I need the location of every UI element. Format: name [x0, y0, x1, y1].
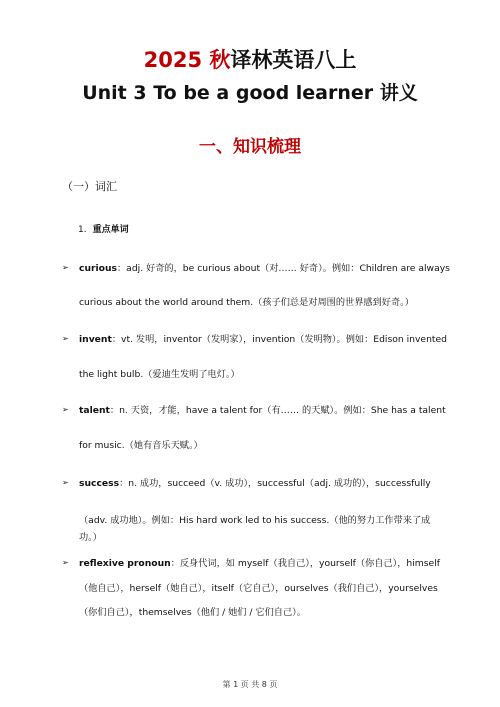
- bullet-arrow-icon: ➢: [62, 405, 69, 414]
- vocab-line: （你们自己），themselves（他们 / 她们 / 它们自己）。: [79, 607, 306, 618]
- vocab-keyword: success: [79, 478, 120, 489]
- vocab-keyword: reflexive pronoun: [79, 558, 171, 569]
- vocab-line: [79, 263, 450, 275]
- vocab-line: [79, 405, 446, 417]
- vocab-line: [79, 478, 431, 490]
- vocab-line: the light bulb.（爱迪生发明了电灯。）: [79, 369, 240, 380]
- vocab-line: [79, 334, 447, 346]
- heading-label: 重点单词: [92, 225, 129, 235]
- numbered-heading: [78, 222, 129, 235]
- vocab-definition: ：vt. 发明，inventor（发明家），invention（发明物）。例如：Edison invented: [111, 334, 447, 345]
- subsection-heading: （一）词汇: [62, 180, 117, 193]
- vocab-definition: ：反身代词，如 myself（我自己），yourself（你自己），himself: [170, 558, 440, 569]
- vocab-line: curious about the world around them.（孩子们总是对周围的世界感到好奇。）: [79, 297, 414, 308]
- title-text: 译林英语八上: [230, 48, 357, 72]
- heading-number: 1.: [78, 225, 87, 235]
- vocab-line: for music.（她有音乐天赋。）: [79, 440, 203, 451]
- bullet-arrow-icon: ➢: [62, 478, 69, 487]
- bullet-arrow-icon: ➢: [62, 334, 69, 343]
- bullet-arrow-icon: ➢: [62, 558, 69, 567]
- vocab-keyword: invent: [79, 334, 112, 345]
- document-subtitle: Unit 3 To be a good learner 讲义: [82, 82, 418, 104]
- vocab-definition: ：n. 成功，succeed（v. 成功），successful（adj. 成功的），successfully: [119, 478, 431, 489]
- document-title: [0, 44, 500, 74]
- vocab-keyword: curious: [79, 263, 117, 274]
- vocab-line: [79, 558, 440, 570]
- bullet-arrow-icon: ➢: [62, 263, 69, 272]
- title-year: 2025 秋: [143, 48, 231, 72]
- vocab-line: 功。）: [79, 532, 102, 543]
- vocab-line: （adv. 成功地）。例如：His hard work led to his success.（他的努力工作带来了成: [79, 515, 431, 526]
- section-title: 一、知识梳理: [199, 137, 301, 157]
- vocab-definition: ：adj. 好奇的，be curious about（对…… 好奇）。例如：Children are always: [117, 263, 450, 274]
- page-number: 第 1 页 共 8 页: [222, 680, 278, 689]
- vocab-line: （他自己），herself（她自己），itself（它自己），ourselves（我们自己），yourselves: [79, 583, 438, 594]
- vocab-definition: ：n. 天资，才能，have a talent for（有…… 的天赋）。例如：She has a talent: [109, 405, 446, 416]
- vocab-keyword: talent: [79, 405, 110, 416]
